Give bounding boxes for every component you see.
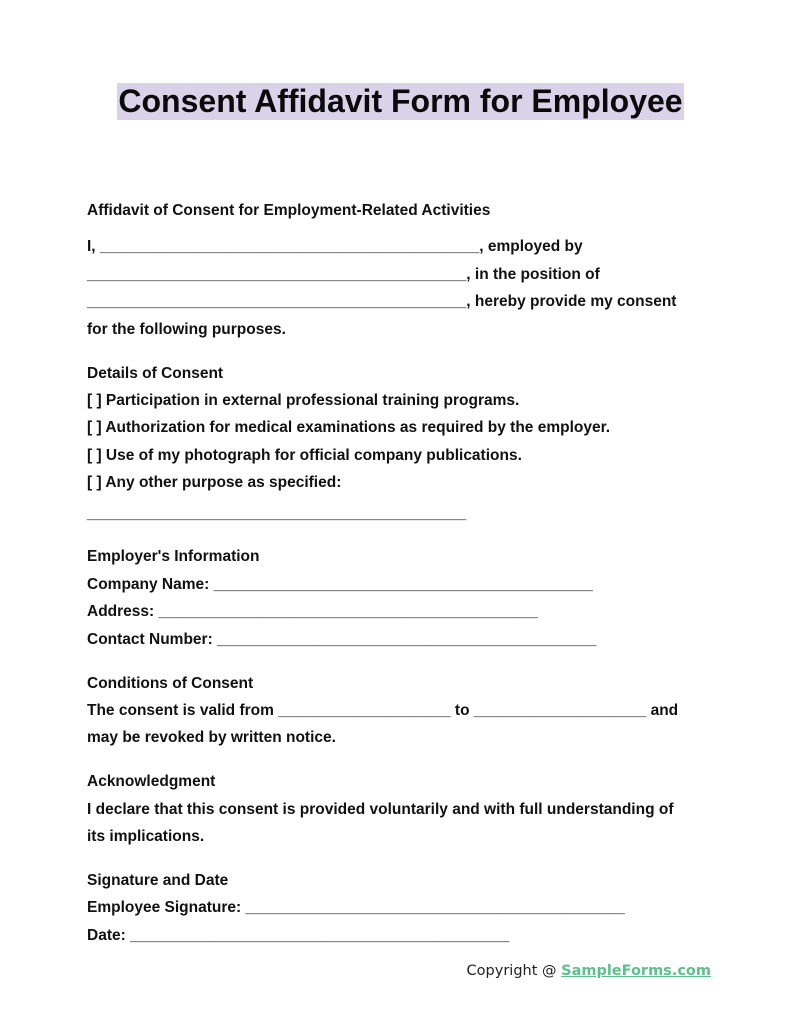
details-item-photograph: [ ] Use of my photograph for official company publications.: [87, 446, 522, 464]
copyright-prefix: Copyright @: [466, 963, 562, 979]
page-title: Consent Affidavit Form for Employee: [118, 83, 683, 119]
title-wrap: [0, 83, 801, 120]
contact-number-field: Contact Number: ____________________________________________: [87, 630, 597, 648]
acknowledgment-line-2: its implications.: [87, 828, 205, 846]
details-item-training: [ ] Participation in external professional training programs.: [87, 391, 520, 409]
form-body: [87, 197, 707, 949]
address-field: Address: ____________________________________________: [87, 603, 538, 621]
details-item-other: [ ] Any other purpose as specified:: [87, 474, 342, 492]
details-item-medical: [ ] Authorization for medical examinations as required by the employer.: [87, 419, 611, 437]
intro-line-3: ____________________________________________, hereby provide my consent: [87, 293, 677, 311]
conditions-heading: Conditions of Consent: [87, 674, 254, 692]
sampleforms-link[interactable]: SampleForms.com: [561, 963, 711, 979]
employer-heading: Employer's Information: [87, 548, 260, 566]
date-field: Date: ____________________________________________: [87, 926, 510, 944]
conditions-line-1: The consent is valid from ____________________ to ____________________ and: [87, 702, 679, 719]
conditions-line-2: may be revoked by written notice.: [87, 729, 336, 747]
acknowledgment-line-1: I declare that this consent is provided voluntarily and with full understanding of: [87, 800, 674, 818]
intro-line-2: ____________________________________________, in the position of: [87, 265, 600, 283]
copyright-footer: [467, 963, 711, 979]
employee-signature-field: Employee Signature: ____________________________________________: [87, 899, 625, 917]
form-subtitle: Affidavit of Consent for Employment-Related Activities: [87, 202, 491, 219]
intro-line-4: for the following purposes.: [87, 320, 286, 338]
acknowledgment-heading: Acknowledgment: [87, 773, 216, 791]
signature-heading: Signature and Date: [87, 872, 229, 890]
details-other-blank: ____________________________________________: [87, 504, 467, 522]
intro-line-1: I, ____________________________________________, employed by: [87, 238, 583, 256]
details-heading: Details of Consent: [87, 364, 224, 382]
company-name-field: Company Name: ____________________________________________: [87, 575, 593, 593]
